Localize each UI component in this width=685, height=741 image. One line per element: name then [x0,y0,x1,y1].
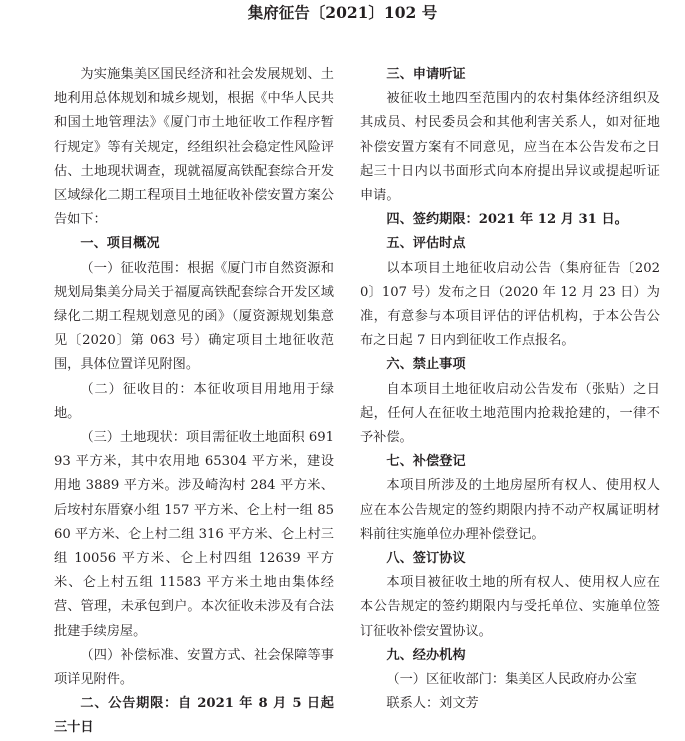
section-heading: 二、公告期限：自 2021 年 8 月 5 日起三十日 [54,696,334,736]
document-title: 集府征告〔2021〕102 号 [247,3,438,22]
section-heading: 三、申请听证 [386,67,466,82]
paragraph: （二）征收目的：本征收项目用地用于绿地。 [54,381,334,421]
paragraph: 联系人：刘文芳 [386,696,479,712]
paragraph: （一）征收范围：根据《厦门市自然资源和规划局集美分局关于福厦高铁配套综合开发区域绿化二期工程规划意见的函》（厦资源规划集意见〔2020〕第 063 号）确定项目土地征收范围，具体位置详见附图。 [54,260,334,373]
paragraph: 本项目所涉及的土地房屋所有权人、使用权人应在本公告规定的签约期限内持不动产权属证明材料前往实施单位办理补偿登记。 [360,478,660,542]
intro-paragraph: 为实施集美区国民经济和社会发展规划、土地利用总体规划和城乡规划，根据《中华人民共和国土地管理法》《厦门市土地征收工作程序暂行规定》等有关规定，经组织社会稳定性风险评估、土地现状调查，现就福厦高铁配套综合开发区域绿化二期工程项目土地征收补偿安置方案公告如下： [54,67,334,228]
section-heading: 六、禁止事项 [386,357,466,373]
right-column [360,63,660,716]
section-heading: 九、经办机构 [386,647,466,663]
paragraph: 自本项目土地征收启动公告发布（张贴）之日起，任何人在征收土地范围内抢栽抢建的，一律不予补偿。 [360,381,660,446]
paragraph: 以本项目土地征收启动公告（集府征告〔2020〕107 号）发布之日（2020 年 12 月 23 日）为准，有意参与本项目评估的评估机构，于本公告公布之日起 7 日内到征收工作点报名。 [360,260,660,349]
paragraph: 本项目被征收土地的所有权人、使用权人应在本公告规定的签约期限内与受托单位、实施单位签订征收补偿安置协议。 [360,575,660,639]
left-column [54,63,334,741]
paragraph: （一）区征收部门：集美区人民政府办公室 [386,672,637,688]
section-heading: 四、签约期限：2021 年 12 月 31 日。 [386,212,628,228]
paragraph: （三）土地现状：项目需征收土地面积 69193 平方米，其中农用地 65304 平方米，建设用地 3889 平方米。涉及崎沟村 284 平方米、后垵村东厝寮小组 157 平方米、仑上村一组 8560 平方米、仑上村二组 316 平方米、仑上村三组 10056 平方米、仑上村四组 12639 平方米、仑上村五组 11583 平方米土地由集体经营、管理，未承包到户。本次征收未涉及有合法批建手续房屋。 [54,430,334,639]
section-heading: 一、项目概况 [80,236,160,252]
section-heading: 七、补偿登记 [386,454,466,470]
paragraph: 被征收土地四至范围内的农村集体经济组织及其成员、村民委员会和其他利害关系人，如对征地补偿安置方案有不同意见，应当在本公告发布之日起三十日内以书面形式向本府提出异议或提起听证申请。 [360,91,660,204]
section-heading: 八、签订协议 [386,551,466,567]
section-heading: 五、评估时点 [386,236,466,252]
paragraph: （四）补偿标准、安置方式、社会保障等事项详见附件。 [54,647,334,688]
